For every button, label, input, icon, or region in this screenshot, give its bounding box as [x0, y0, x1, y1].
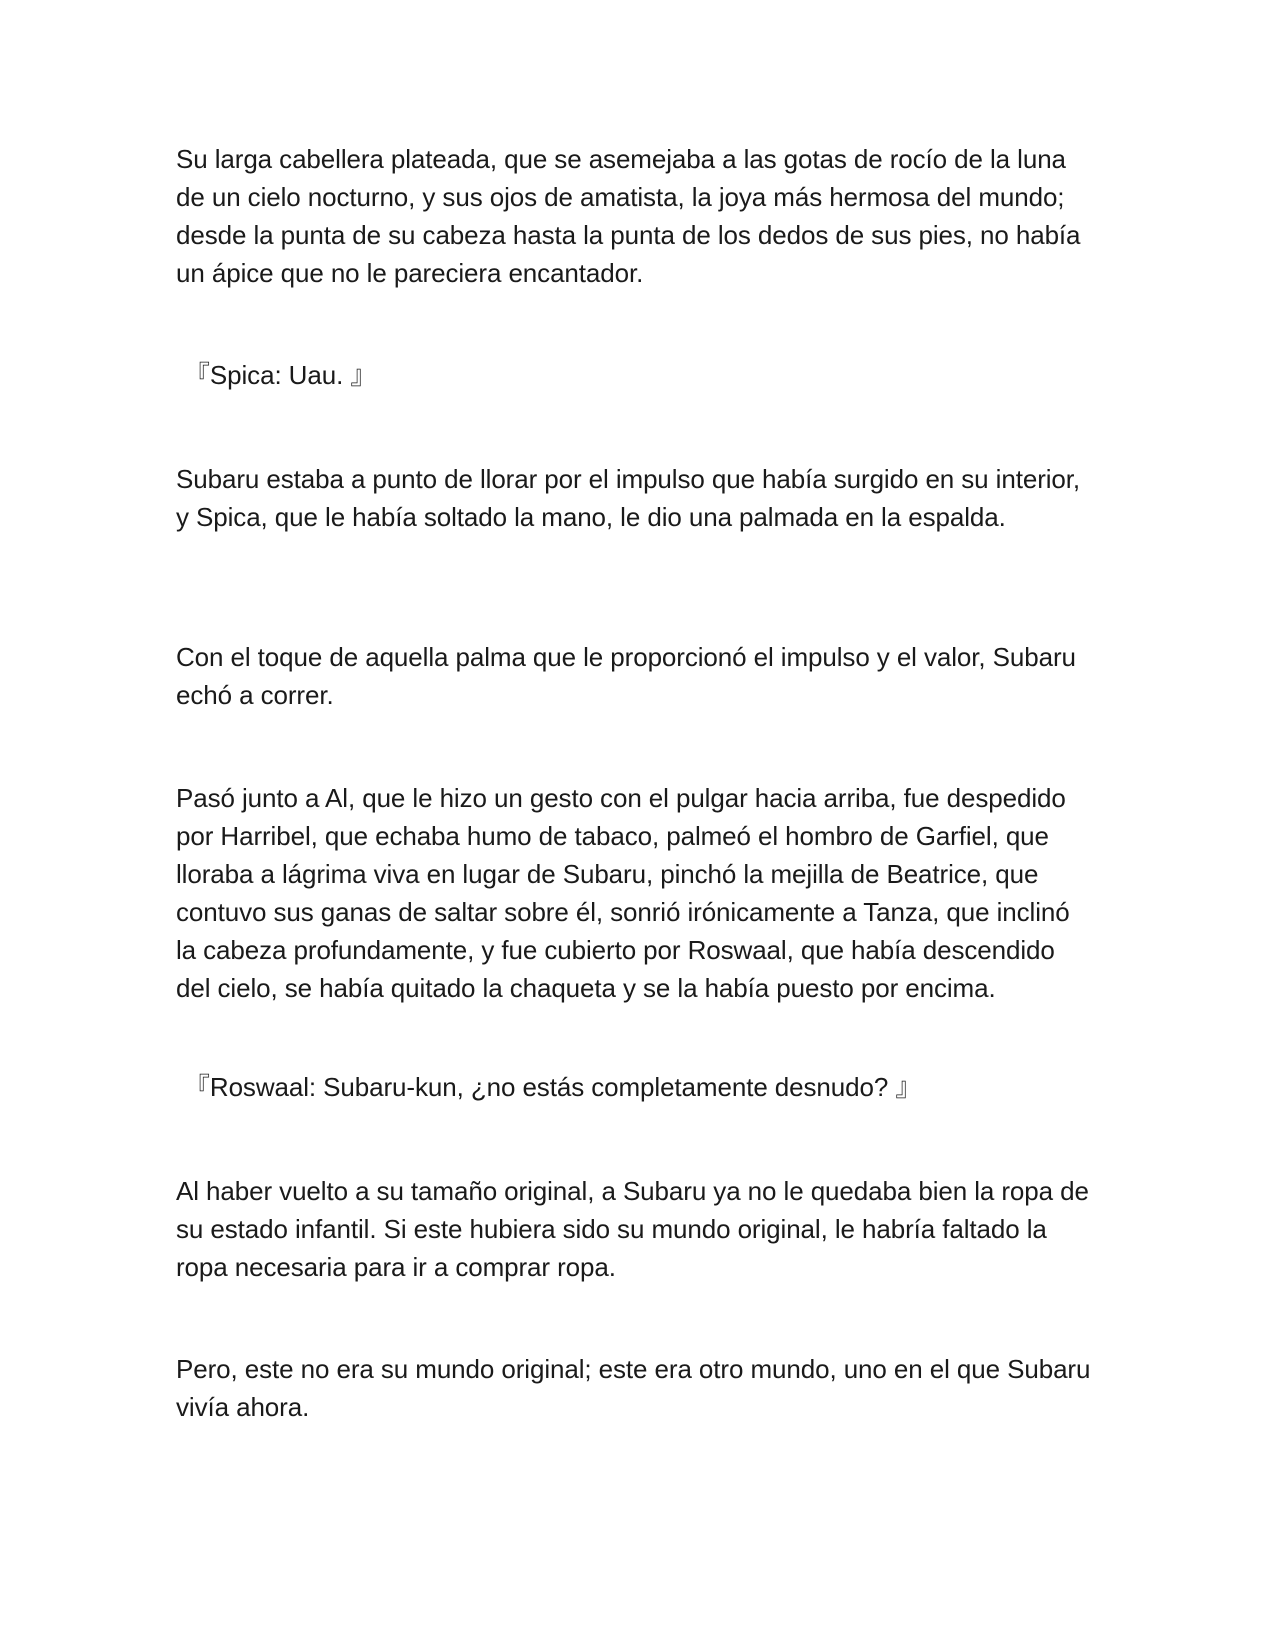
paragraph-size: Al haber vuelto a su tamaño original, a Subaru ya no le quedaba bien la ropa de su estado infantil. Si este hubiera sido su mundo original, le habría faltado la ropa necesaria para ir a comprar ropa.	[176, 1176, 1089, 1282]
paragraph-passing: Pasó junto a Al, que le hizo un gesto con el pulgar hacia arriba, fue despedido por Harribel, que echaba humo de tabaco, palmeó el hombro de Garfiel, que lloraba a lágrima viva en lugar de Subaru, pinchó la mejilla de Beatrice, que contuvo sus ganas de saltar sobre él, sonrió irónicamente a Tanza, que inclinó la cabeza profundamente, y fue cubierto por Roswaal, que había descendido del cielo, se había quitado la chaqueta y se la había puesto por encima.	[176, 783, 1070, 1003]
dialogue-roswaal: 『Roswaal: Subaru-kun, ¿no estás completamente desnudo? 』	[184, 1072, 922, 1102]
paragraph-subaru-cry: Subaru estaba a punto de llorar por el impulso que había surgido en su interior, y Spica, que le había soltado la mano, le dio una palmada en la espalda.	[176, 464, 1081, 532]
paragraph-description: Su larga cabellera plateada, que se asemejaba a las gotas de rocío de la luna de un cielo nocturno, y sus ojos de amatista, la joya más hermosa del mundo; desde la punta de su cabeza hasta la punta de los dedos de sus pies, no había un ápice que no le pareciera encantador.	[176, 144, 1081, 288]
paragraph-subaru-run: Con el toque de aquella palma que le proporcionó el impulso y el valor, Subaru echó a correr.	[176, 642, 1076, 710]
dialogue-spica: 『Spica: Uau. 』	[184, 360, 377, 390]
paragraph-world: Pero, este no era su mundo original; este era otro mundo, uno en el que Subaru vivía ahora.	[176, 1354, 1091, 1422]
